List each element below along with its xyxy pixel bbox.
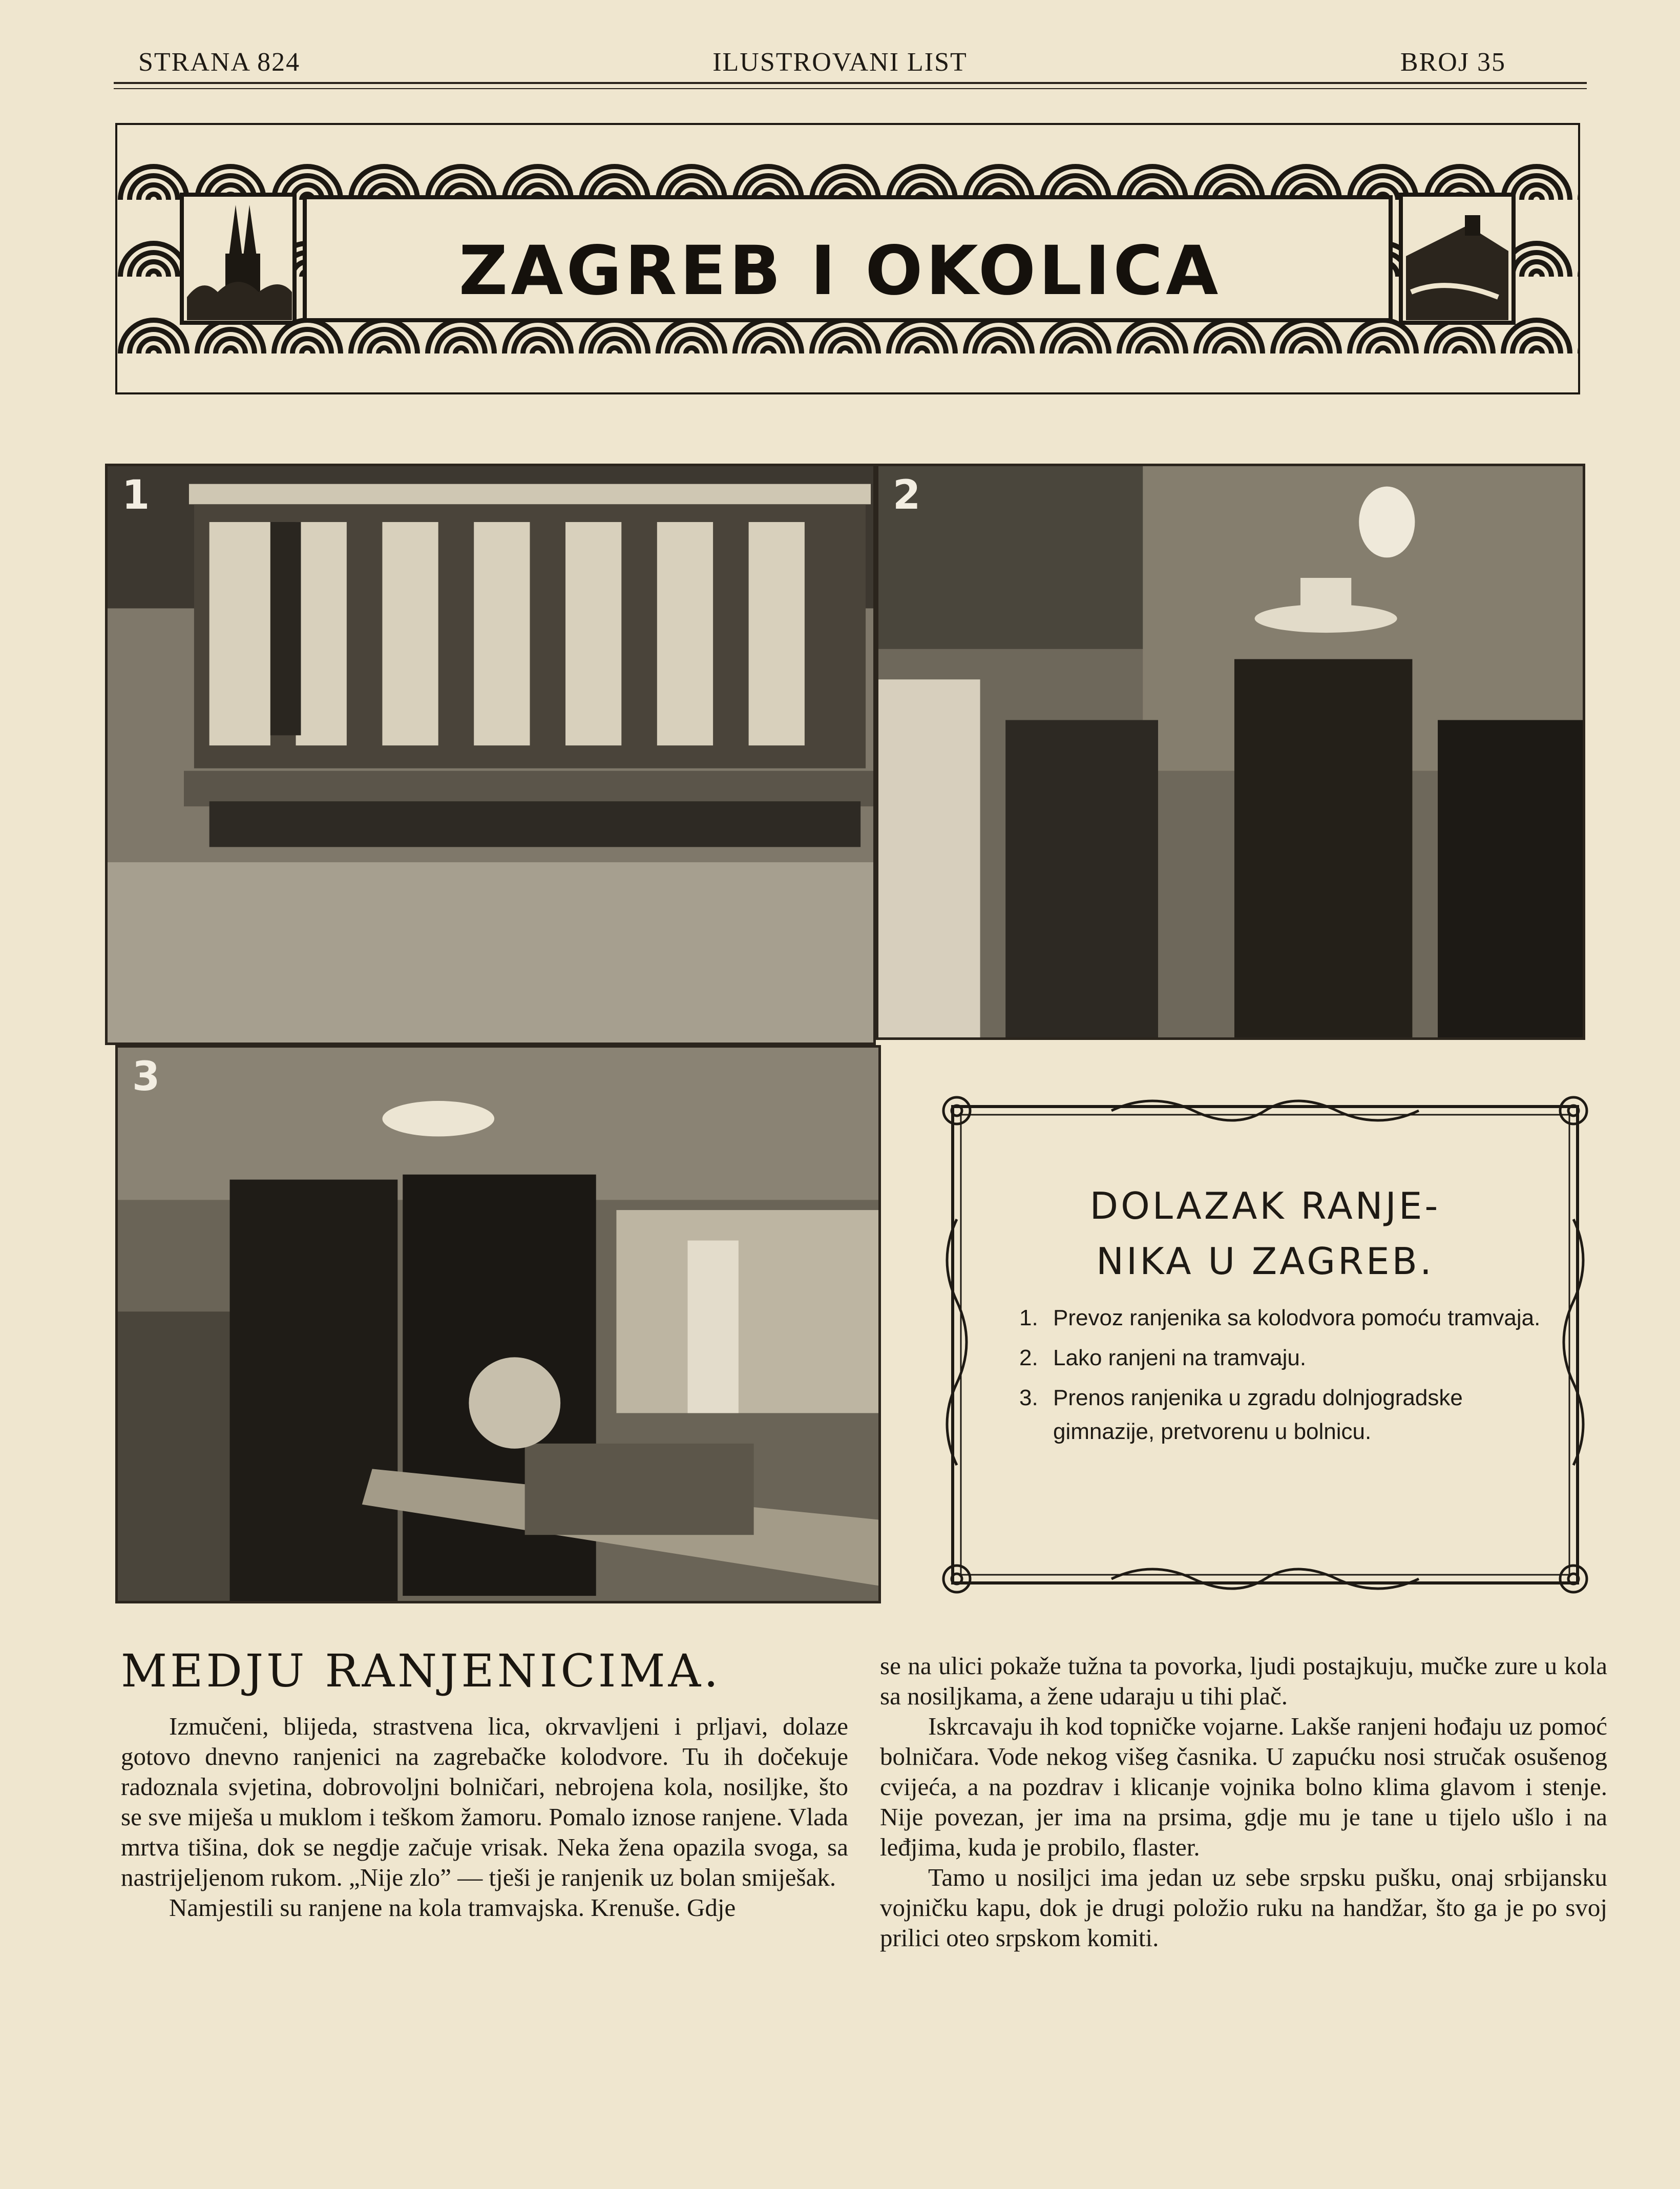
article-column-1: [121, 1711, 848, 1923]
photo-number-2: 2: [893, 472, 921, 518]
caption-title-line-1: DOLAZAK RANJE-: [1089, 1184, 1441, 1227]
banner-title: ZAGREB I OKOLICA: [458, 232, 1222, 310]
caption-item: [1019, 1301, 1542, 1335]
publication-name: ILUSTROVANI LIST: [712, 48, 968, 77]
article-paragraph: Namjestili su ranjene na kola tramvajska. Krenuše. Gdje: [169, 1893, 736, 1922]
photo-number-3: 3: [132, 1054, 160, 1100]
header-rule-thin: [114, 88, 1587, 89]
article-paragraph: Iskrcavaju ih kod topničke vojarne. Lakše ranjeni hođaju uz pomoć bolničara. Vode nekog višeg časnika. U zapućku nosi stručak osušenog cvijeća, a na pozdrav i klicanje vojnika bolno klima glavom i stenje. Nije povezan, jer ima na prsima, gdje mu je tane u tijelo ušlo i na leđjima, kuda je probilo, flaster.: [880, 1712, 1607, 1861]
caption-title-line-2: NIKA U ZAGREB.: [1096, 1240, 1434, 1283]
caption-item: [1019, 1381, 1542, 1449]
caption-item: [1019, 1341, 1542, 1375]
article-paragraph: Izmučeni, blijeda, strastvena lica, okrvavljeni i prljavi, dolaze gotovo dnevno ranjenici na zagrebačke kolodvore. Tu ih dočekuje radoznala svjetina, dobrovoljni bolničari, nebrojena kola, nosiljke, što se sve miješa u muklom i teškom žamoru. Pomalo iznose ranjene. Vlada mrtva tišina, dok se negdje začuje vrisak. Neka žena opazila svoga, sa nastrijeljenom rukom. „Nije zlo” — tješi je ranjenik uz bolan smiješak.: [121, 1712, 848, 1891]
photo-number-1: 1: [122, 472, 150, 518]
photo-gymnasium-transfer: [115, 1045, 881, 1603]
photo-lightly-wounded: [876, 464, 1585, 1040]
article-title: MEDJU RANJENICIMA.: [121, 1644, 722, 1697]
caption-item-text: Prenos ranjenika u zgradu dolnjogradske gimnazije, pretvorenu u bolnicu.: [1053, 1385, 1463, 1444]
caption-item-text: Lako ranjeni na tramvaju.: [1053, 1345, 1307, 1370]
caption-item-number: 3.: [1019, 1385, 1038, 1410]
caption-title: [989, 1178, 1542, 1289]
page-number: STRANA 824: [138, 48, 301, 77]
photo-tram-transport: [105, 464, 876, 1045]
issue-number: BROJ 35: [1400, 48, 1506, 77]
header-rule: [114, 82, 1587, 84]
article-paragraph: Tamo u nosilјci ima jedan uz sebe srpsku pušku, onaj srbijansku vojničku kapu, dok je drugi položio ruku na handžar, što ga je po svoj prilici oteo srpskom komiti.: [880, 1863, 1607, 1952]
article-column-2: [880, 1651, 1607, 1953]
caption-list: [1019, 1301, 1542, 1455]
article-paragraph-continued: se na ulici pokaže tužna ta povorka, ljudi postajkuju, mučke zure u kola sa nosiljkama, a žene udaraju u tihi plač.: [880, 1652, 1607, 1710]
caption-item-number: 2.: [1019, 1345, 1038, 1370]
caption-item-text: Prevoz ranjenika sa kolodvora pomoću tramvaja.: [1053, 1305, 1541, 1330]
caption-item-number: 1.: [1019, 1305, 1038, 1330]
